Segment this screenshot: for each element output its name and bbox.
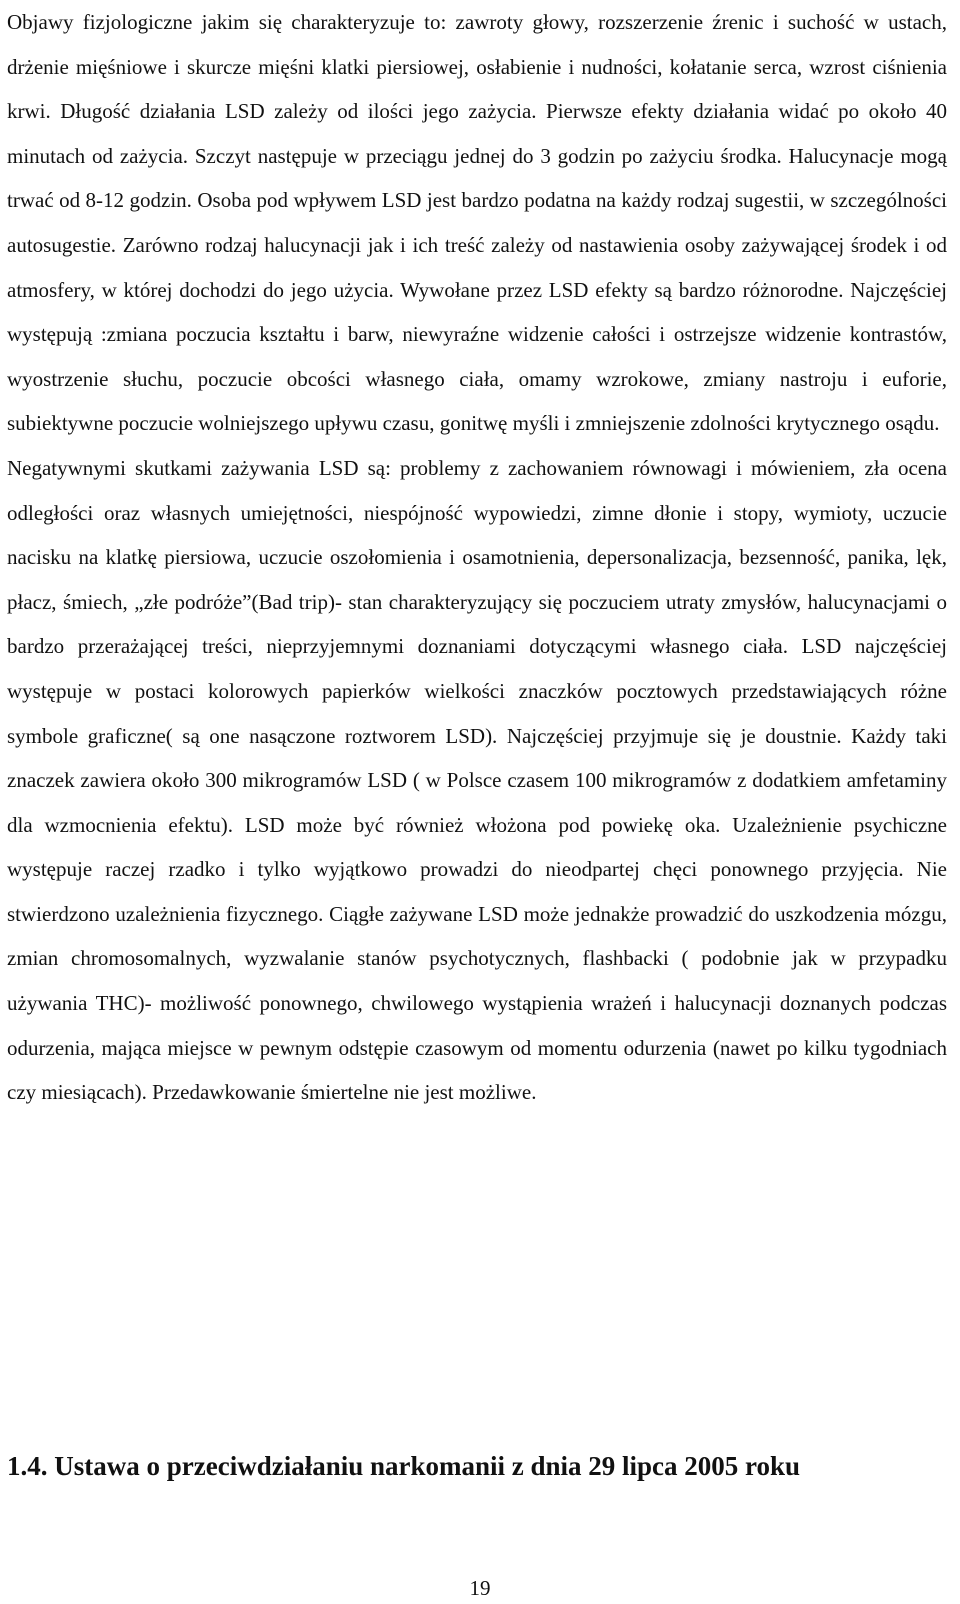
paragraph-physiological-effects: Objawy fizjologiczne jakim się charakteryzuje to: zawroty głowy, rozszerzenie źrenic i suchość w ustach, drżenie mięśniowe i skurcze mięśni klatki piersiowej, osłabienie i nudności, kołatanie serca, wzrost ciśnienia krwi. Długość działania LSD zależy od ilości jego zażycia. Pierwsze efekty działania widać po około 40 minutach od zażycia. Szczyt następuje w przeciągu jednej do 3 godzin po zażyciu środka. Halucynacje mogą trwać od 8-12 godzin. Osoba pod wpływem LSD jest bardzo podatna na każdy rodzaj sugestii, w szczególności autosugestie. Zarówno rodzaj halucynacji jak i ich treść zależy od nastawienia osoby zażywającej środek i od atmosfery, w której dochodzi do jego użycia. Wywołane przez LSD efekty są bardzo różnorodne. Najczęściej występują :zmiana poczucia kształtu i barw, niewyraźne widzenie całości i ostrzejsze widzenie kontrastów, wyostrzenie słuchu, poczucie obcości własnego ciała, omamy wzrokowe, zmiany nastroju i euforie, subiektywne poczucie wolniejszego upływu czasu, gonitwę myśli i zmniejszenie zdolności krytycznego osądu.	[7, 10, 947, 436]
body-text	[7, 0, 947, 1115]
section-heading: 1.4. Ustawa o przeciwdziałaniu narkomanii z dnia 29 lipca 2005 roku	[7, 1451, 801, 1481]
paragraph-negative-effects: Negatywnymi skutkami zażywania LSD są: problemy z zachowaniem równowagi i mówieniem, zła ocena odległości oraz własnych umiejętności, niespójność wypowiedzi, zimne dłonie i stopy, wymioty, uczucie nacisku na klatkę piersiowa, uczucie oszołomienia i osamotnienia, depersonalizacja, bezsenność, panika, lęk, płacz, śmiech, „złe podróże”(Bad trip)- stan charakteryzujący się poczuciem utraty zmysłów, halucynacjami o bardzo przerażającej treści, nieprzyjemnymi doznaniami dotyczącymi własnego ciała. LSD najczęściej występuje w postaci kolorowych papierków wielkości znaczków pocztowych przedstawiających różne symbole graficzne( są one nasączone roztworem LSD). Najczęściej przyjmuje się je doustnie. Każdy taki znaczek zawiera około 300 mikrogramów LSD ( w Polsce czasem 100 mikrogramów z dodatkiem amfetaminy dla wzmocnienia efektu). LSD może być również włożona pod powiekę oka. Uzależnienie psychiczne występuje raczej rzadko i tylko wyjątkowo prowadzi do nieodpartej chęci ponownego przyjęcia. Nie stwierdzono uzależnienia fizycznego. Ciągłe zażywane LSD może jednakże prowadzić do uszkodzenia mózgu, zmian chromosomalnych, wyzwalanie stanów psychotycznych, flashbacki ( podobnie jak w przypadku używania THC)- możliwość ponownego, chwilowego wystąpienia wrażeń i halucynacji doznanych podczas odurzenia, mająca miejsce w pewnym odstępie czasowym od momentu odurzenia (nawet po kilku tygodniach czy miesiącach). Przedawkowanie śmiertelne nie jest możliwe.	[7, 455, 947, 1105]
page-number: 19	[469, 1576, 491, 1600]
